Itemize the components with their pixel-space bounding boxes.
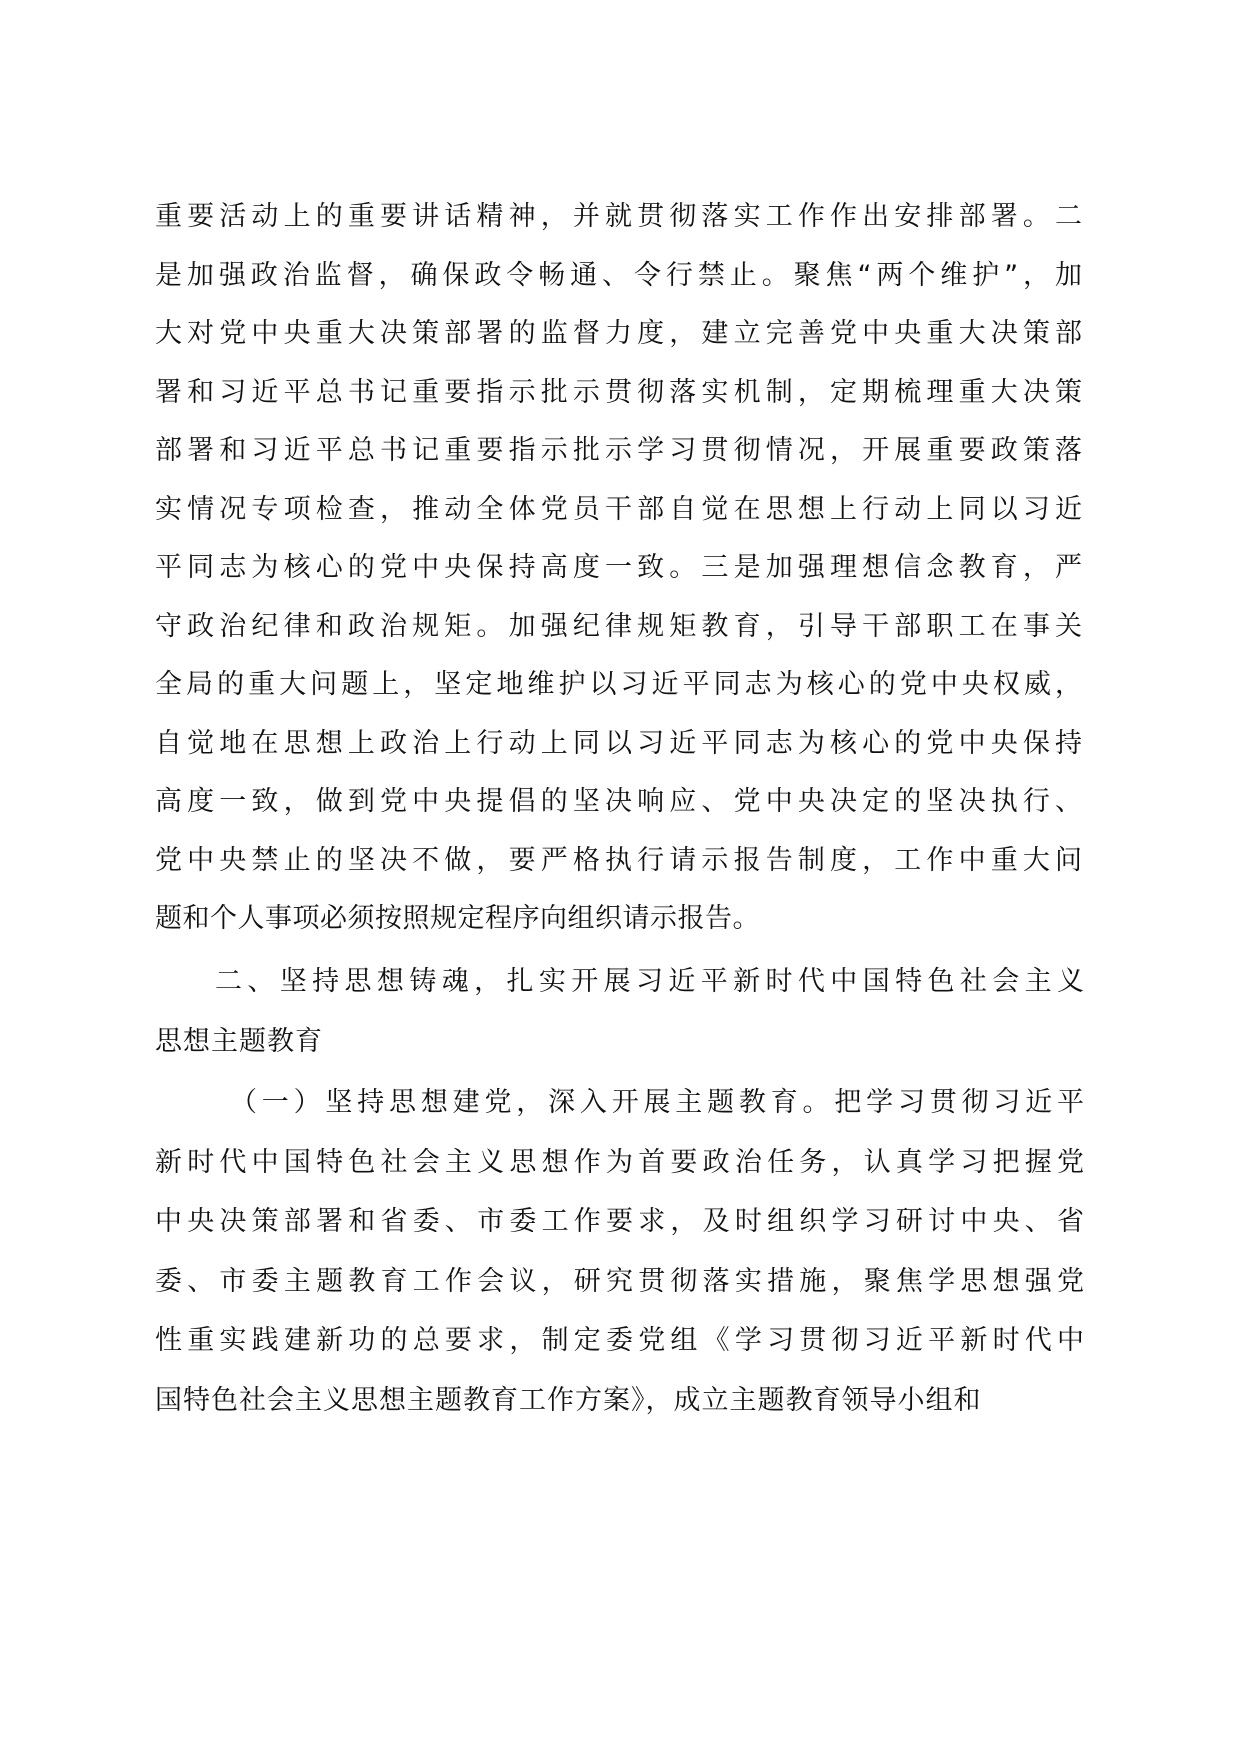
text-line: 中央决策部署和省委、市委工作要求，及时组织学习研讨中央、省: [155, 1206, 1085, 1237]
text-line: 高度一致，做到党中央提倡的坚决响应、党中央决定的坚决执行、: [155, 786, 1085, 817]
text-line: 大对党中央重大决策部署的监督力度，建立完善党中央重大决策部: [155, 318, 1085, 349]
text-line: 党中央禁止的坚决不做，要严格执行请示报告制度，工作中重大问: [155, 844, 1085, 876]
text-line: 平同志为核心的党中央保持高度一致。三是加强理想信念教育，严: [155, 552, 1085, 583]
paragraph-thematic-education: [155, 1073, 1085, 1430]
section-heading-2: [155, 952, 1085, 1071]
text-line: 自觉地在思想上政治上行动上同以习近平同志为核心的党中央保持: [155, 727, 1085, 759]
text-line: 重要活动上的重要讲话精神，并就贯彻落实工作作出安排部署。二: [155, 201, 1085, 232]
text-line: 题和个人事项必须按照规定程序向组织请示报告。: [155, 903, 760, 934]
text-line: 守政治纪律和政治规矩。加强纪律规矩教育，引导干部职工在事关: [155, 610, 1085, 642]
text-line: 部署和习近平总书记重要指示批示学习贯彻情况，开展重要政策落: [155, 435, 1085, 466]
text-line: 实情况专项检查，推动全体党员干部自觉在思想上行动上同以习近: [155, 493, 1085, 525]
text-line: 国特色社会主义思想主题教育工作方案》，成立主题教育领导小组和: [155, 1384, 982, 1416]
text-line: 全局的重大问题上，坚定地维护以习近平同志为核心的党中央权威，: [155, 669, 1085, 700]
paragraph-political-supervision: [155, 188, 1085, 949]
text-line: （一）坚持思想建党，深入开展主题教育。把学习贯彻习近平: [230, 1087, 1085, 1118]
text-line: 委、市委主题教育工作会议，研究贯彻落实措施，聚焦学思想强党: [155, 1265, 1085, 1297]
text-line: 性重实践建新功的总要求，制定委党组《学习贯彻习近平新时代中: [155, 1325, 1085, 1356]
text-line: 新时代中国特色社会主义思想作为首要政治任务，认真学习把握党: [155, 1146, 1085, 1178]
heading-line: 思想主题教育: [155, 1025, 323, 1057]
heading-line: 二、坚持思想铸魂，扎实开展习近平新时代中国特色社会主义: [215, 966, 1085, 997]
text-line: 署和习近平总书记重要指示批示贯彻落实机制，定期梳理重大决策: [155, 376, 1085, 408]
text-line: 是加强政治监督，确保政令畅通、令行禁止。聚焦“两个维护”，加: [155, 259, 1085, 291]
